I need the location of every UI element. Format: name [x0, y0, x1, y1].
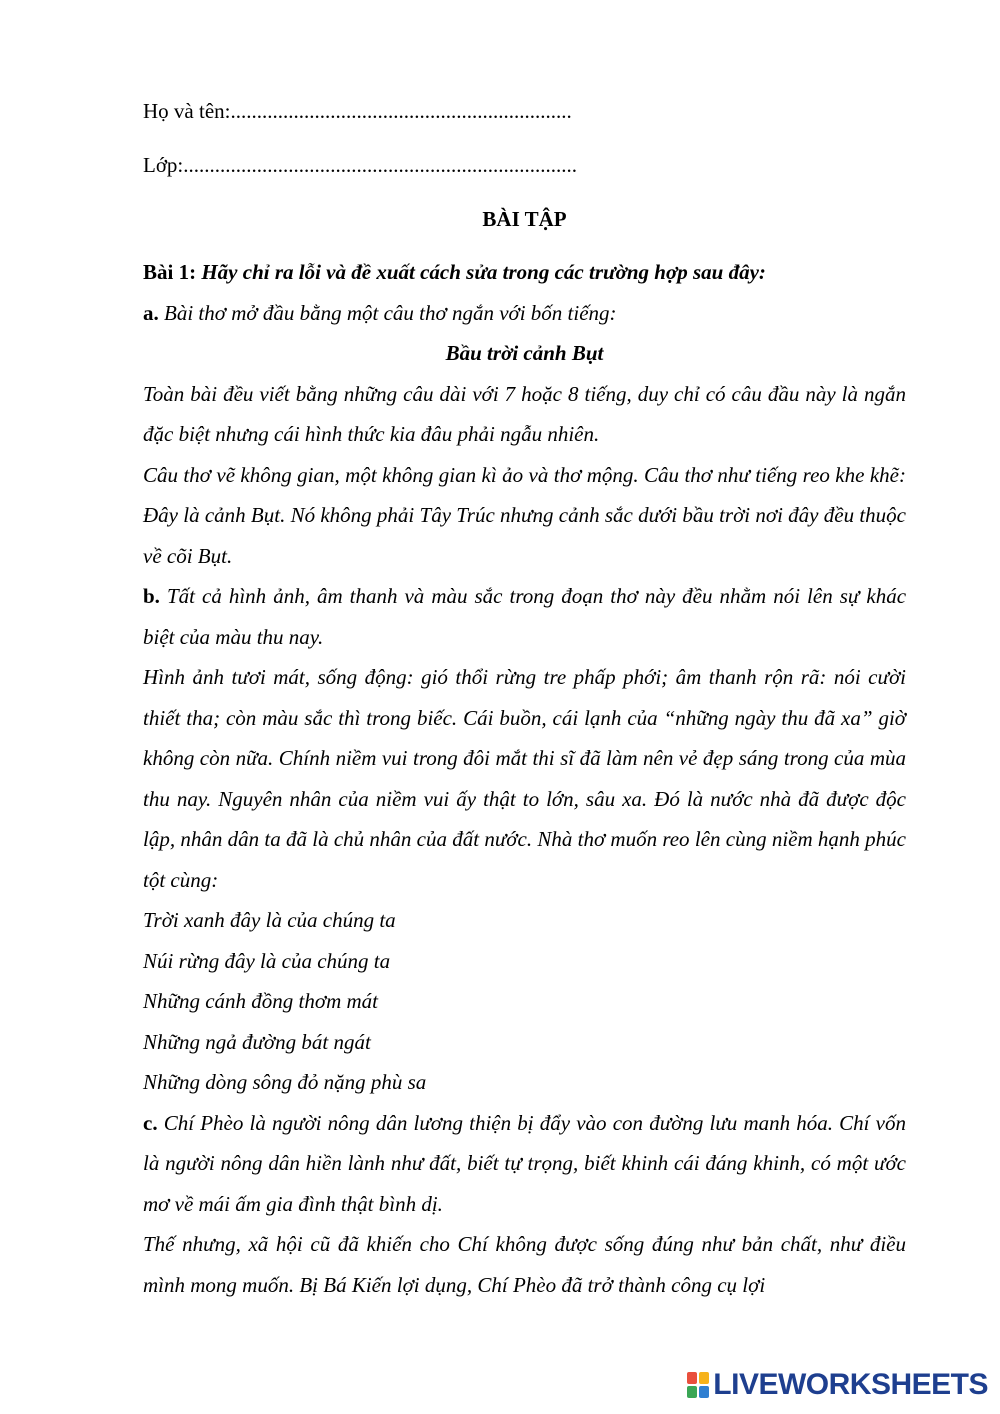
logo-tile — [687, 1386, 697, 1398]
logo-tile — [687, 1372, 697, 1384]
part-c-label: c. — [143, 1110, 158, 1135]
part-a-intro-text: Bài thơ mở đầu bằng một câu thơ ngắn với bốn tiếng: — [164, 300, 617, 325]
part-a-intro — [143, 293, 906, 334]
part-a-paragraph-2: Câu thơ vẽ không gian, một không gian kì ảo và thơ mộng. Câu thơ như tiếng reo khe khẽ: Đây là cảnh Bụt. Nó không phải Tây Trúc nhưng cảnh sắc dưới bầu trời nơi đây đều thuộc về cõi Bụt. — [143, 462, 906, 568]
poem-verse: Những dòng sông đỏ nặng phù sa — [143, 1070, 427, 1094]
liveworksheets-brand-text: LIVEWORKSHEETS — [713, 1368, 988, 1401]
part-a-paragraph-1: Toàn bài đều viết bằng những câu dài với 7 hoặc 8 tiếng, duy chỉ có câu đầu này là ngắn đặc biệt nhưng cái hình thức kia đâu phải ngẫu nhiên. — [143, 381, 906, 446]
liveworksheets-logo[interactable] — [687, 1368, 988, 1402]
part-c-intro-text: Chí Phèo là người nông dân lương thiện bị đẩy vào con đường lưu manh hóa. Chí vốn là người nông dân hiền lành như đất, biết tự trọng, biết khinh cái đáng khinh, có một ước mơ về mái ấm gia đình thật bình dị. — [143, 1110, 906, 1216]
worksheet-page — [143, 92, 906, 1305]
name-field: Họ và tên:................................................................. — [143, 99, 572, 123]
liveworksheets-logo-icon — [687, 1372, 709, 1398]
part-b-paragraph-1: Hình ảnh tươi mát, sống động: gió thổi rừng tre phấp phới; âm thanh rộn rã: nói cười thiết tha; còn màu sắc thì trong biếc. Cái buồn, cái lạnh của “những ngày thu đã xa” giờ không còn nữa. Chính niềm vui trong đôi mắt thi sĩ đã làm nên vẻ đẹp sáng trong của mùa thu nay. Nguyên nhân của niềm vui ấy thật to lớn, sâu xa. Đó là nước nhà đã được độc lập, nhân dân ta đã là chủ nhân của đất nước. Nhà thơ muốn reo lên cùng niềm hạnh phúc tột cùng: — [143, 665, 906, 892]
part-a-label: a. — [143, 300, 159, 325]
exercise-label: Bài 1: — [143, 260, 197, 284]
exercise-heading — [143, 252, 906, 293]
poem-verse: Những cánh đồng thơm mát — [143, 989, 378, 1013]
page-title: BÀI TẬP — [482, 207, 567, 231]
poem-verse: Trời xanh đây là của chúng ta — [143, 908, 396, 932]
exercise-task: Hãy chỉ ra lỗi và đề xuất cách sửa trong các trường hợp sau đây: — [201, 260, 766, 284]
part-a-quote: Bầu trời cảnh Bụt — [445, 341, 604, 365]
worksheet-body — [143, 252, 906, 1305]
part-c-paragraph-1: Thế nhưng, xã hội cũ đã khiến cho Chí không được sống đúng như bản chất, như điều mình mong muốn. Bị Bá Kiến lợi dụng, Chí Phèo đã trở thành công cụ lợi — [143, 1232, 906, 1297]
part-b-label: b. — [143, 584, 160, 608]
poem-verse: Những ngả đường bát ngát — [143, 1029, 371, 1054]
part-c-intro — [143, 1103, 906, 1225]
part-b-intro — [143, 576, 906, 657]
class-field: Lớp:........................................................................... — [143, 153, 578, 177]
logo-tile — [699, 1372, 709, 1384]
logo-tile — [699, 1386, 709, 1398]
part-b-intro-text: Tất cả hình ảnh, âm thanh và màu sắc trong đoạn thơ này đều nhằm nói lên sự khác biệt của màu thu nay. — [143, 584, 907, 649]
poem-verse: Núi rừng đây là của chúng ta — [143, 948, 391, 973]
